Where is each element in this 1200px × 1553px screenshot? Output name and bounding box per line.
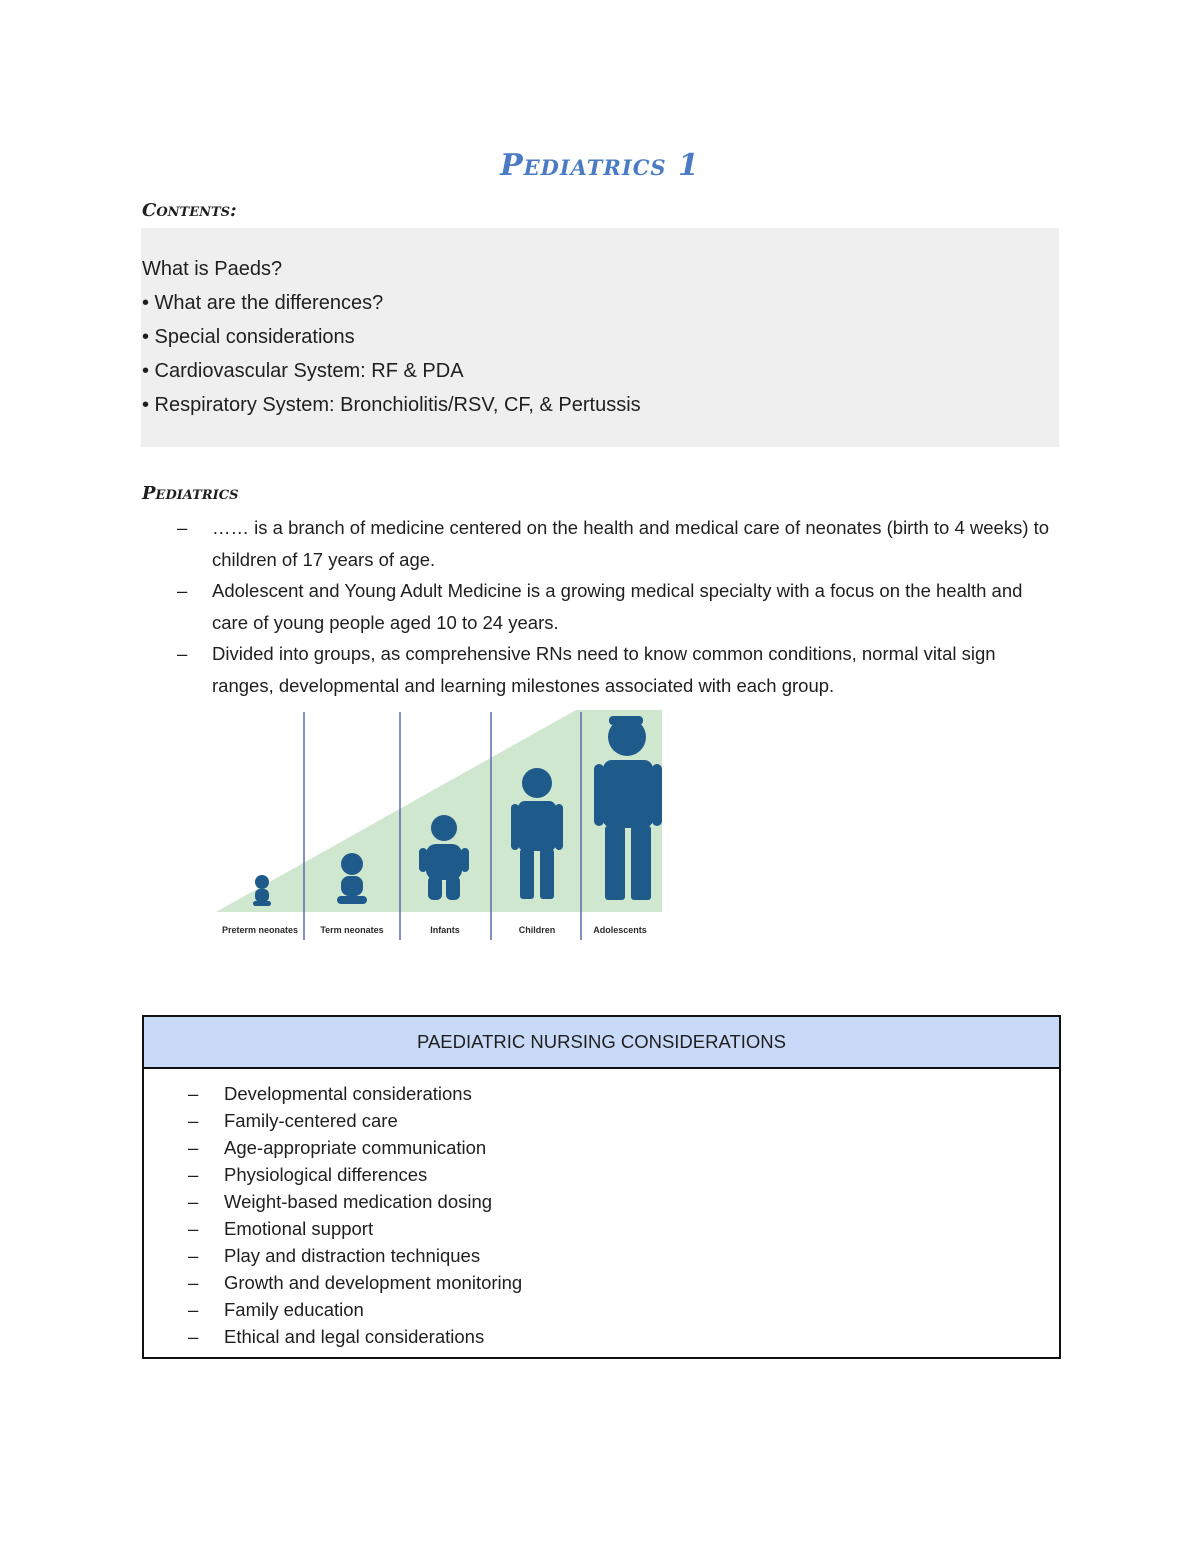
pediatrics-bullet (172, 638, 1052, 701)
page-title: Pediatrics 1 (500, 148, 700, 183)
consideration-text: Family-centered care (224, 1110, 398, 1131)
contents-item: • Respiratory System: Bronchiolitis/RSV, CF, & Pertussis (142, 394, 641, 416)
consideration-item (188, 1161, 1059, 1188)
contents-box (141, 228, 1059, 447)
dash-marker: – (177, 643, 188, 665)
consideration-text: Emotional support (224, 1218, 374, 1239)
consideration-text: Weight-based medication dosing (224, 1191, 493, 1212)
considerations-list (144, 1069, 1059, 1350)
consideration-item (188, 1107, 1059, 1134)
group-label-infants: Infants (430, 925, 460, 935)
dash-marker: – (188, 1272, 199, 1293)
contents-item: What is Paeds? (142, 258, 283, 280)
consideration-text: Physiological differences (224, 1164, 428, 1185)
dash-marker: – (188, 1218, 199, 1239)
pediatrics-bullet-text: Divided into groups, as comprehensive RNs need to know common conditions, normal vital sign ranges, developmental and learning milestones associated with each group. (212, 643, 996, 696)
pediatrics-bullet-text: …… is a branch of medicine centered on the health and medical care of neonates (birth to 4 weeks) to children of 17 years of age. (212, 517, 1050, 570)
contents-item: • What are the differences? (142, 292, 384, 314)
group-label-adolescents: Adolescents (593, 925, 647, 935)
dash-marker: – (188, 1191, 199, 1212)
dash-marker: – (188, 1299, 199, 1320)
consideration-item (188, 1323, 1059, 1350)
group-label-preterm: Preterm neonates (221, 925, 299, 935)
contents-item: • Cardiovascular System: RF & PDA (142, 360, 464, 382)
dash-marker: – (188, 1110, 199, 1131)
dash-marker: – (177, 580, 188, 602)
pediatrics-bullet (172, 512, 1052, 575)
consideration-item (188, 1242, 1059, 1269)
age-groups-figure (216, 708, 662, 944)
consideration-text: Family education (224, 1299, 364, 1320)
dash-marker: – (188, 1164, 199, 1185)
consideration-item (188, 1269, 1059, 1296)
consideration-item (188, 1134, 1059, 1161)
dash-marker: – (188, 1326, 199, 1347)
consideration-item (188, 1215, 1059, 1242)
dash-marker: – (188, 1245, 199, 1266)
consideration-text: Play and distraction techniques (224, 1245, 481, 1266)
consideration-item (188, 1188, 1059, 1215)
consideration-text: Ethical and legal considerations (224, 1326, 485, 1347)
contents-label: Contents: (142, 200, 237, 221)
pediatrics-bullet-list (172, 512, 1052, 702)
pediatrics-label: Pediatrics (142, 483, 239, 504)
dash-marker: – (177, 517, 188, 538)
consideration-text: Age-appropriate communication (224, 1137, 487, 1158)
dash-marker: – (188, 1137, 199, 1158)
considerations-header: PAEDIATRIC NURSING CONSIDERATIONS (144, 1017, 1059, 1069)
consideration-item (188, 1080, 1059, 1107)
nursing-considerations-table (142, 1015, 1061, 1359)
pediatrics-bullet (172, 575, 1052, 638)
pediatrics-bullet-text: Adolescent and Young Adult Medicine is a growing medical specialty with a focus on the health and care of young people aged 10 to 24 years. (212, 580, 1023, 633)
dash-marker: – (188, 1083, 199, 1104)
contents-item: • Special considerations (142, 326, 355, 348)
consideration-text: Developmental considerations (224, 1083, 472, 1104)
group-label-term: Term neonates (320, 925, 384, 935)
group-label-children: Children (518, 925, 556, 935)
consideration-text: Growth and development monitoring (224, 1272, 523, 1293)
consideration-item (188, 1296, 1059, 1323)
